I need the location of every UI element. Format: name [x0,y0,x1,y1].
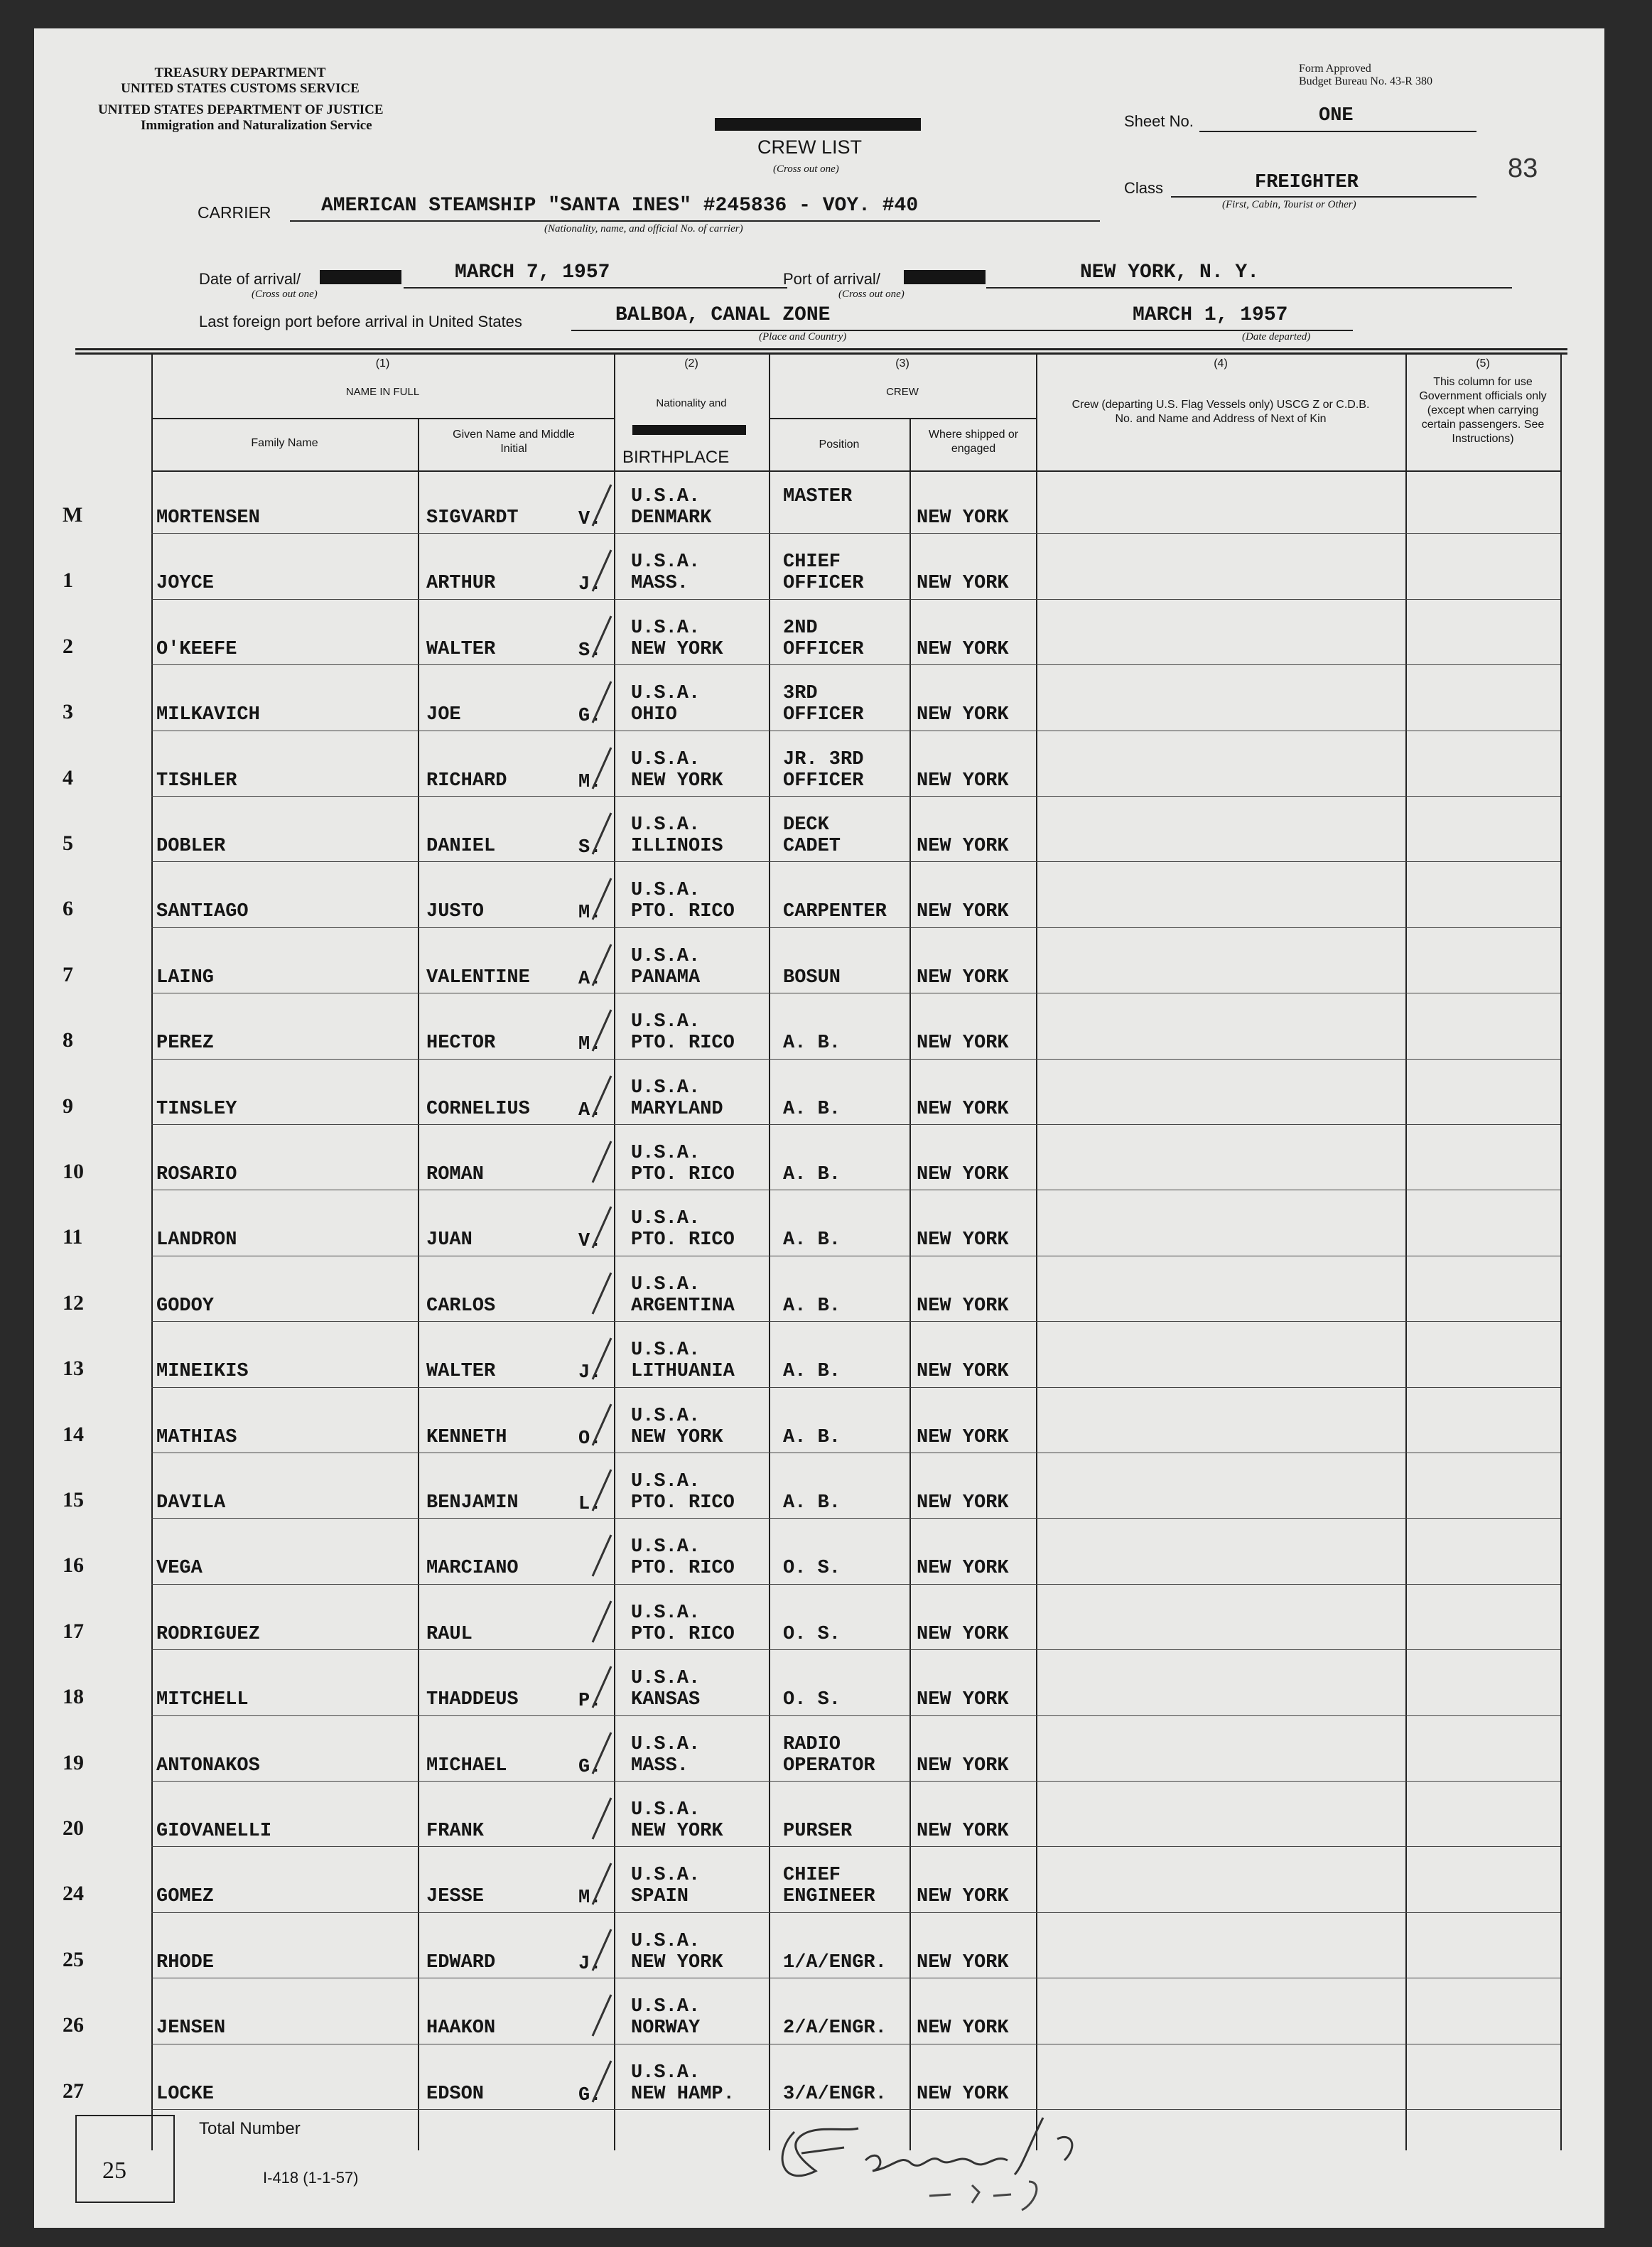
given-name: ROMAN [426,1164,485,1185]
position-line2: A. B. [783,1164,841,1185]
check-mark-icon [587,1204,615,1254]
nationality: U.S.A. [631,1077,701,1099]
col4-number: (4) [1214,357,1228,370]
cross-out-hint: (Cross out one) [773,163,839,175]
redacted-col2 [632,425,746,435]
position-line1: 2ND [783,617,818,639]
col5-number: (5) [1476,357,1490,370]
check-mark-icon [587,1401,615,1451]
birthplace: MASS. [631,573,689,595]
middle-initial: S. [578,640,602,662]
check-mark-icon [587,1664,615,1713]
position-line1: 3RD [783,683,818,705]
shipped-where: NEW YORK [917,770,1009,792]
birthplace: NEW HAMP. [631,2083,735,2105]
middle-initial: G. [578,2084,602,2106]
birthplace: OHIO [631,704,677,726]
signature-image [759,2103,1157,2217]
row-number: 15 [63,1488,84,1512]
given-name: CORNELIUS [426,1098,530,1120]
date-departed-value: MARCH 1, 1957 [1133,304,1288,326]
given-name: WALTER [426,638,496,660]
nationality: U.S.A. [631,1799,701,1821]
family-name: ROSARIO [156,1164,237,1185]
check-mark-icon [587,482,615,532]
position-line2: 2/A/ENGR. [783,2017,887,2039]
row-number: 13 [63,1357,84,1381]
row-number: 20 [63,1816,84,1840]
shipped-where: NEW YORK [917,1361,1009,1383]
redacted-title [715,118,921,131]
family-name: GOMEZ [156,1886,215,1908]
birthplace: MARYLAND [631,1098,723,1120]
shipped-where: NEW YORK [917,836,1009,857]
check-mark-icon [587,810,615,860]
nationality: U.S.A. [631,1668,701,1690]
shipped-where: NEW YORK [917,1164,1009,1185]
birthplace: NEW YORK [631,1821,723,1842]
nationality: U.S.A. [631,2062,701,2084]
dept-line: UNITED STATES CUSTOMS SERVICE [121,81,360,96]
shipped-where: NEW YORK [917,1886,1009,1908]
check-mark-icon [587,1270,615,1320]
shipped-where: NEW YORK [917,1755,1009,1777]
middle-initial: J. [578,574,602,596]
given-name: RICHARD [426,770,507,792]
sheet-label: Sheet No. [1124,112,1194,130]
check-mark-icon [587,1467,615,1516]
dept-line: Immigration and Naturalization Service [141,118,372,133]
redacted-port [904,270,986,284]
nationality: U.S.A. [631,748,701,770]
row-number: 19 [63,1750,84,1774]
row-number: 6 [63,897,73,921]
check-mark-icon [587,1532,615,1582]
position-line2: CARPENTER [783,901,887,923]
birthplace: SPAIN [631,1886,689,1908]
check-mark-icon [587,1007,615,1057]
family-name: LAING [156,966,215,988]
birthplace: PTO. RICO [631,1558,735,1580]
col3-number: (3) [895,357,909,370]
shipped-where: NEW YORK [917,1229,1009,1251]
position-line2: 3/A/ENGR. [783,2083,887,2105]
last-port-hint: (Place and Country) [759,331,847,343]
form-number: I-418 (1-1-57) [263,2169,359,2187]
shipped-where: NEW YORK [917,1492,1009,1514]
nationality: U.S.A. [631,486,701,507]
birthplace: ARGENTINA [631,1295,735,1317]
redacted-date [320,270,401,284]
position-line1: MASTER [783,486,853,507]
family-name: MORTENSEN [156,507,260,529]
row-number: 26 [63,2013,84,2037]
family-name-header: Family Name [251,437,318,449]
row-number: 7 [63,962,73,986]
check-mark-icon [587,1598,615,1648]
shipped-where: NEW YORK [917,638,1009,660]
check-mark-icon [587,1730,615,1779]
check-mark-icon [587,679,615,728]
where-header: Where shipped or engaged [928,429,1019,455]
shipped-where: NEW YORK [917,2083,1009,2105]
row-number: M [63,503,83,527]
port-arrival-value: NEW YORK, N. Y. [1080,262,1260,284]
middle-initial: M. [578,1887,602,1909]
birthplace: PTO. RICO [631,1492,735,1514]
given-name: BENJAMIN [426,1492,519,1514]
list-title: CREW LIST [757,136,863,158]
position-line2: BOSUN [783,966,841,988]
nationality: U.S.A. [631,1471,701,1492]
birthplace: DENMARK [631,507,712,529]
col1-number: (1) [375,357,390,370]
check-mark-icon [587,942,615,991]
position-line2: 1/A/ENGR. [783,1951,887,1973]
given-name-header: Given Name and Middle Initial [453,429,575,455]
position-line2: OFFICER [783,704,864,726]
birthplace: NORWAY [631,2017,701,2039]
position-line1: RADIO [783,1733,841,1755]
middle-initial: J. [578,1953,602,1975]
birthplace: ILLINOIS [631,836,723,857]
middle-initial: P. [578,1691,602,1713]
family-name: DOBLER [156,836,226,857]
class-label: Class [1124,179,1164,197]
page-number: 83 [1508,153,1538,183]
birthplace: LITHUANIA [631,1361,735,1383]
given-name: EDSON [426,2083,485,2105]
family-name: GIOVANELLI [156,1821,272,1842]
shipped-where: NEW YORK [917,2017,1009,2039]
col1-title: NAME IN FULL [345,386,420,398]
middle-initial: S. [578,837,602,858]
birthplace: PANAMA [631,966,701,988]
given-name: HECTOR [426,1033,496,1055]
middle-initial: G. [578,706,602,728]
given-name: SIGVARDT [426,507,519,529]
dept-line: UNITED STATES DEPARTMENT OF JUSTICE [98,102,384,117]
form-approved: Form Approved [1299,63,1371,75]
nationality: U.S.A. [631,945,701,967]
check-mark-icon [587,1073,615,1123]
row-number: 4 [63,765,73,790]
position-line2: ENGINEER [783,1886,875,1908]
family-name: TINSLEY [156,1098,237,1120]
nationality: U.S.A. [631,1536,701,1558]
nationality: U.S.A. [631,880,701,902]
check-mark-icon [587,1860,615,1910]
birthplace: PTO. RICO [631,901,735,923]
total-box [75,2115,175,2203]
middle-initial: V. [578,1231,602,1253]
given-name: ARTHUR [426,573,496,595]
date-arrival-value: MARCH 7, 1957 [455,262,610,284]
given-name: FRANK [426,1821,485,1842]
family-name: JENSEN [156,2017,226,2039]
shipped-where: NEW YORK [917,901,1009,923]
row-number: 10 [63,1160,84,1183]
nationality-header: Nationality and [656,397,727,409]
nationality: U.S.A. [631,683,701,705]
position-line2: A. B. [783,1229,841,1251]
position-line2: OPERATOR [783,1755,875,1777]
position-line1: DECK [783,814,829,836]
birthplace: NEW YORK [631,770,723,792]
middle-initial: G. [578,1756,602,1778]
birthplace: KANSAS [631,1689,701,1711]
birthplace: NEW YORK [631,638,723,660]
nationality: U.S.A. [631,1143,701,1164]
check-mark-icon [587,1335,615,1385]
row-number: 1 [63,569,73,593]
position-line2: A. B. [783,1361,841,1383]
position-line2: A. B. [783,1098,841,1120]
middle-initial: M. [578,771,602,793]
position-line1: CHIEF [783,1865,841,1887]
row-number: 12 [63,1290,84,1315]
given-name: HAAKON [426,2017,496,2039]
given-name: DANIEL [426,836,496,857]
shipped-where: NEW YORK [917,1033,1009,1055]
nationality: U.S.A. [631,1602,701,1624]
row-number: 11 [63,1225,83,1249]
position-header: Position [819,438,860,451]
birthplace: PTO. RICO [631,1229,735,1251]
middle-initial: M. [578,902,602,925]
given-name: RAUL [426,1623,473,1645]
budget-bureau: Budget Bureau No. 43-R 380 [1299,75,1432,87]
birthplace: PTO. RICO [631,1164,735,1185]
col2-number: (2) [684,357,698,370]
row-number: 8 [63,1028,73,1052]
given-name: JUSTO [426,901,485,923]
check-mark-icon [587,1138,615,1188]
position-line1: CHIEF [783,551,841,573]
position-line2: OFFICER [783,573,864,595]
row-number: 3 [63,700,73,724]
birthplace: NEW YORK [631,1426,723,1448]
family-name: JOYCE [156,573,215,595]
row-number: 14 [63,1422,84,1446]
position-line2: PURSER [783,1821,853,1842]
family-name: RHODE [156,1951,215,1973]
check-mark-icon [587,1795,615,1845]
row-number: 2 [63,634,73,658]
check-mark-icon [587,1927,615,1976]
row-number: 24 [63,1882,84,1906]
nationality: U.S.A. [631,617,701,639]
carrier-value: AMERICAN STEAMSHIP "SANTA INES" #245836 - VOY. #40 [321,195,919,217]
family-name: MILKAVICH [156,704,260,726]
shipped-where: NEW YORK [917,1426,1009,1448]
crew-header: CREW [886,386,919,398]
middle-initial: L. [578,1494,602,1515]
check-mark-icon [587,547,615,597]
middle-initial: V. [578,509,602,530]
family-name: LOCKE [156,2083,215,2105]
row-number: 18 [63,1685,84,1709]
nationality: U.S.A. [631,1996,701,2018]
port-cross-hint: (Cross out one) [838,289,905,300]
nationality: U.S.A. [631,814,701,836]
position-line2: A. B. [783,1492,841,1514]
nationality: U.S.A. [631,1011,701,1033]
justice-header [98,102,432,134]
row-number: 5 [63,831,73,855]
date-arrival-label: Date of arrival/ [199,270,301,288]
family-name: SANTIAGO [156,901,249,923]
position-line2: OFFICER [783,770,864,792]
nationality: U.S.A. [631,551,701,573]
col5-text: This column for use Government officials only (except when carrying certain passengers. See Instructions) [1419,376,1547,445]
given-name: THADDEUS [426,1689,519,1711]
total-value: 25 [102,2157,126,2184]
position-line1: JR. 3RD [783,748,864,770]
family-name: DAVILA [156,1492,226,1514]
position-line2: CADET [783,836,841,857]
middle-initial: O. [578,1428,602,1450]
dept-line: TREASURY DEPARTMENT [154,65,326,80]
position-line2: O. S. [783,1558,841,1580]
shipped-where: NEW YORK [917,573,1009,595]
sheet-value: ONE [1319,105,1354,126]
given-name: VALENTINE [426,966,530,988]
nationality: U.S.A. [631,1340,701,1362]
family-name: O'KEEFE [156,638,237,660]
given-name: MARCIANO [426,1558,519,1580]
check-mark-icon [587,745,615,794]
family-name: MITCHELL [156,1689,249,1711]
middle-initial: J. [578,1362,602,1384]
position-line2: A. B. [783,1295,841,1317]
row-number: 9 [63,1094,73,1118]
department-header [91,65,389,97]
family-name: RODRIGUEZ [156,1623,260,1645]
total-label: Total Number [199,2119,301,2138]
birthplace: MASS. [631,1755,689,1777]
date-cross-hint: (Cross out one) [252,289,318,300]
family-name: VEGA [156,1558,203,1580]
row-number: 27 [63,2079,84,2103]
check-mark-icon [587,2058,615,2108]
shipped-where: NEW YORK [917,1689,1009,1711]
crew-list-form [34,28,1604,2228]
given-name: JOE [426,704,461,726]
check-mark-icon [587,875,615,925]
shipped-where: NEW YORK [917,507,1009,529]
family-name: MATHIAS [156,1426,237,1448]
shipped-where: NEW YORK [917,966,1009,988]
shipped-where: NEW YORK [917,1295,1009,1317]
birthplace-header: BIRTHPLACE [622,448,730,467]
col4-text: Crew (departing U.S. Flag Vessels only) USCG Z or C.D.B. No. and Name and Address of Next of Kin [1071,399,1370,425]
date-departed-hint: (Date departed) [1242,331,1311,343]
carrier-label: CARRIER [198,203,271,222]
given-name: KENNETH [426,1426,507,1448]
row-number: 16 [63,1553,84,1578]
nationality: U.S.A. [631,1273,701,1295]
port-arrival-label: Port of arrival/ [783,270,880,288]
family-name: MINEIKIS [156,1361,249,1383]
birthplace: PTO. RICO [631,1623,735,1645]
given-name: EDWARD [426,1951,496,1973]
family-name: PEREZ [156,1033,215,1055]
row-number: 17 [63,1619,84,1643]
shipped-where: NEW YORK [917,1821,1009,1842]
birthplace: PTO. RICO [631,1033,735,1055]
shipped-where: NEW YORK [917,1623,1009,1645]
family-name: ANTONAKOS [156,1755,260,1777]
given-name: JUAN [426,1229,473,1251]
given-name: CARLOS [426,1295,496,1317]
birthplace: NEW YORK [631,1951,723,1973]
last-port-value: BALBOA, CANAL ZONE [615,304,831,326]
given-name: MICHAEL [426,1755,507,1777]
nationality: U.S.A. [631,1865,701,1887]
family-name: LANDRON [156,1229,237,1251]
position-line2: A. B. [783,1033,841,1055]
position-line2: O. S. [783,1623,841,1645]
family-name: TISHLER [156,770,237,792]
check-mark-icon [587,1992,615,2042]
carrier-hint: (Nationality, name, and official No. of carrier) [544,223,743,235]
check-mark-icon [587,613,615,663]
class-hint: (First, Cabin, Tourist or Other) [1222,199,1356,210]
middle-initial: A. [578,1099,602,1121]
row-number: 25 [63,1947,84,1971]
given-name: JESSE [426,1886,485,1908]
given-name: WALTER [426,1361,496,1383]
shipped-where: NEW YORK [917,1951,1009,1973]
middle-initial: A. [578,968,602,990]
nationality: U.S.A. [631,1405,701,1427]
family-name: GODOY [156,1295,215,1317]
nationality: U.S.A. [631,1733,701,1755]
shipped-where: NEW YORK [917,704,1009,726]
nationality: U.S.A. [631,1930,701,1952]
position-line2: A. B. [783,1426,841,1448]
position-line2: OFFICER [783,638,864,660]
position-line2: O. S. [783,1689,841,1711]
nationality: U.S.A. [631,1208,701,1230]
shipped-where: NEW YORK [917,1098,1009,1120]
last-port-label: Last foreign port before arrival in United States [199,313,522,330]
class-value: FREIGHTER [1255,172,1359,193]
shipped-where: NEW YORK [917,1558,1009,1580]
middle-initial: M. [578,1034,602,1056]
